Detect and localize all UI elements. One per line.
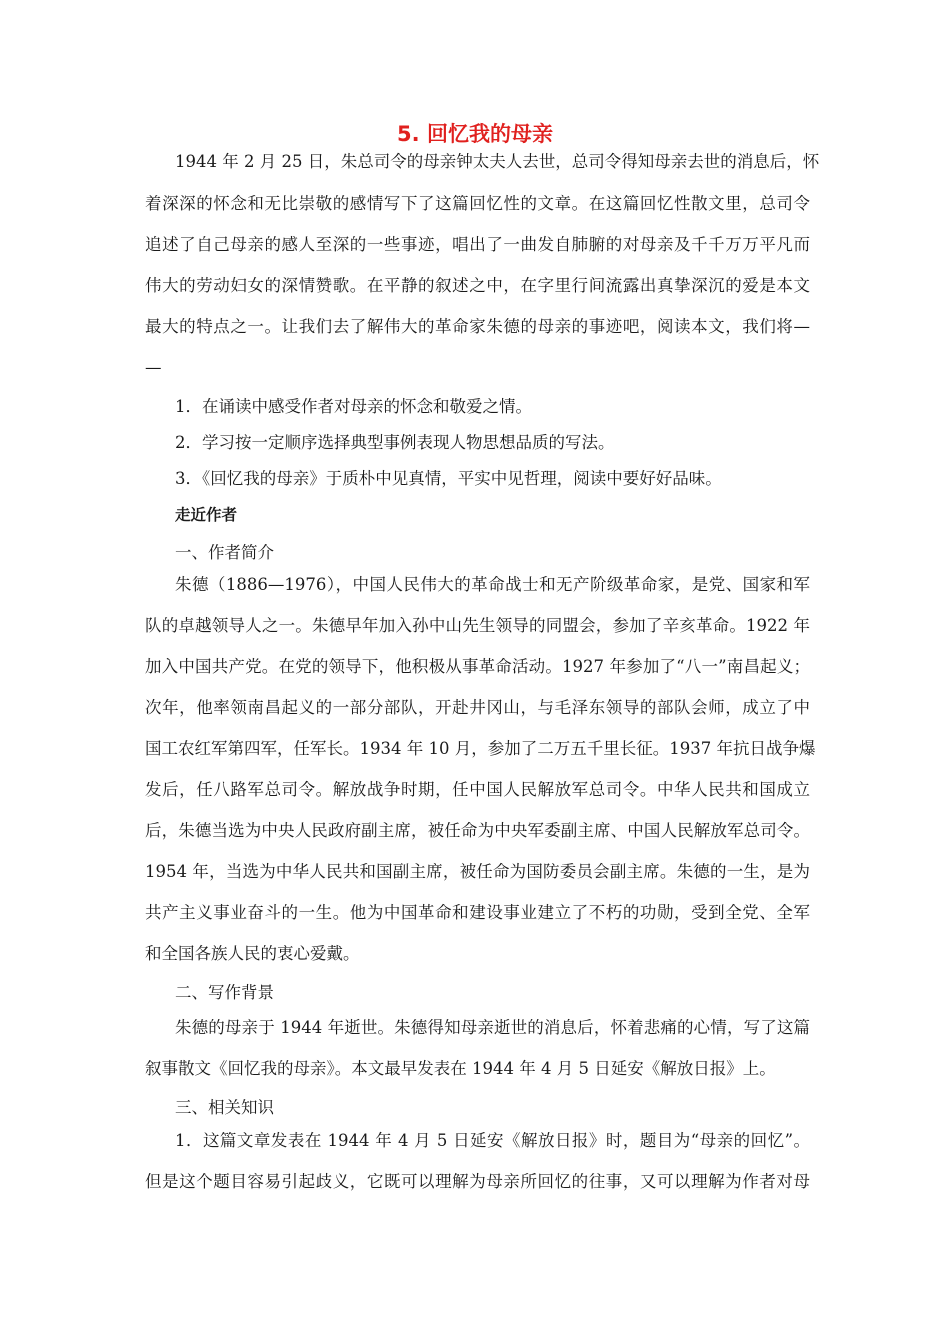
section-heading: 走近作者 [175,506,238,524]
goal-item: 1．在诵读中感受作者对母亲的怀念和敬爱之情。 [175,397,532,416]
intro-line: 追述了自己母亲的感人至深的一些事迹，唱出了一曲发自肺腑的对母亲及千千万万平凡而 [145,235,810,254]
bio-line: 次年，他率领南昌起义的一部分部队，开赴井冈山，与毛泽东领导的部队会师，成立了中 [145,698,810,717]
intro-line: 1944 年 2 月 25 日，朱总司令的母亲钟太夫人去世，总司令得知母亲去世的消息后，怀 [175,152,820,171]
bio-line: 1954 年，当选为中华人民共和国副主席，被任命为国防委员会副主席。朱德的一生，是为 [145,862,810,881]
bio-line: 共产主义事业奋斗的一生。他为中国革命和建设事业建立了不朽的功勋，受到全党、全军 [145,903,810,922]
intro-line: 最大的特点之一。让我们去了解伟大的革命家朱德的母亲的事迹吧，阅读本文，我们将— [145,317,810,336]
intro-line: 伟大的劳动妇女的深情赞歌。在平静的叙述之中，在字里行间流露出真挚深沉的爱是本文 [145,276,810,295]
bio-line: 国工农红军第四军，任军长。1934 年 10 月，参加了二万五千里长征。1937 年抗日战争爆 [145,739,816,758]
document-title: 5. 回忆我的母亲 [397,122,553,146]
bio-line: 后，朱德当选为中央人民政府副主席，被任命为中央军委副主席、中国人民解放军总司令。 [145,821,810,840]
bio-line: 朱德（1886—1976），中国人民伟大的革命战士和无产阶级革命家，是党、国家和军 [175,575,810,594]
bio-line: 队的卓越领导人之一。朱德早年加入孙中山先生领导的同盟会，参加了辛亥革命。1922 年 [145,616,810,635]
goal-item: 3．《回忆我的母亲》于质朴中见真情，平实中见哲理，阅读中要好好品味。 [175,469,722,488]
knowledge-line: 1．这篇文章发表在 1944 年 4 月 5 日延安《解放日报》时，题目为“母亲的回忆”。 [175,1131,810,1150]
bio-line: 加入中国共产党。在党的领导下，他积极从事革命活动。1927 年参加了“八一”南昌起义； [145,657,810,676]
subsection-heading: 二、写作背景 [175,983,274,1002]
knowledge-line: 但是这个题目容易引起歧义，它既可以理解为母亲所回忆的往事，又可以理解为作者对母 [145,1172,810,1191]
bio-line: 和全国各族人民的衷心爱戴。 [145,944,360,963]
intro-line: — [145,358,162,377]
background-line: 叙事散文《回忆我的母亲》。本文最早发表在 1944 年 4 月 5 日延安《解放日报》上。 [145,1059,776,1078]
bio-line: 发后，任八路军总司令。解放战争时期，任中国人民解放军总司令。中华人民共和国成立 [145,780,810,799]
subsection-heading: 三、相关知识 [175,1098,274,1117]
intro-line: 着深深的怀念和无比崇敬的感情写下了这篇回忆性的文章。在这篇回忆性散文里，总司令 [145,194,810,213]
subsection-heading: 一、作者简介 [175,543,274,562]
goal-item: 2．学习按一定顺序选择典型事例表现人物思想品质的写法。 [175,433,615,452]
background-line: 朱德的母亲于 1944 年逝世。朱德得知母亲逝世的消息后，怀着悲痛的心情，写了这篇 [175,1018,810,1037]
